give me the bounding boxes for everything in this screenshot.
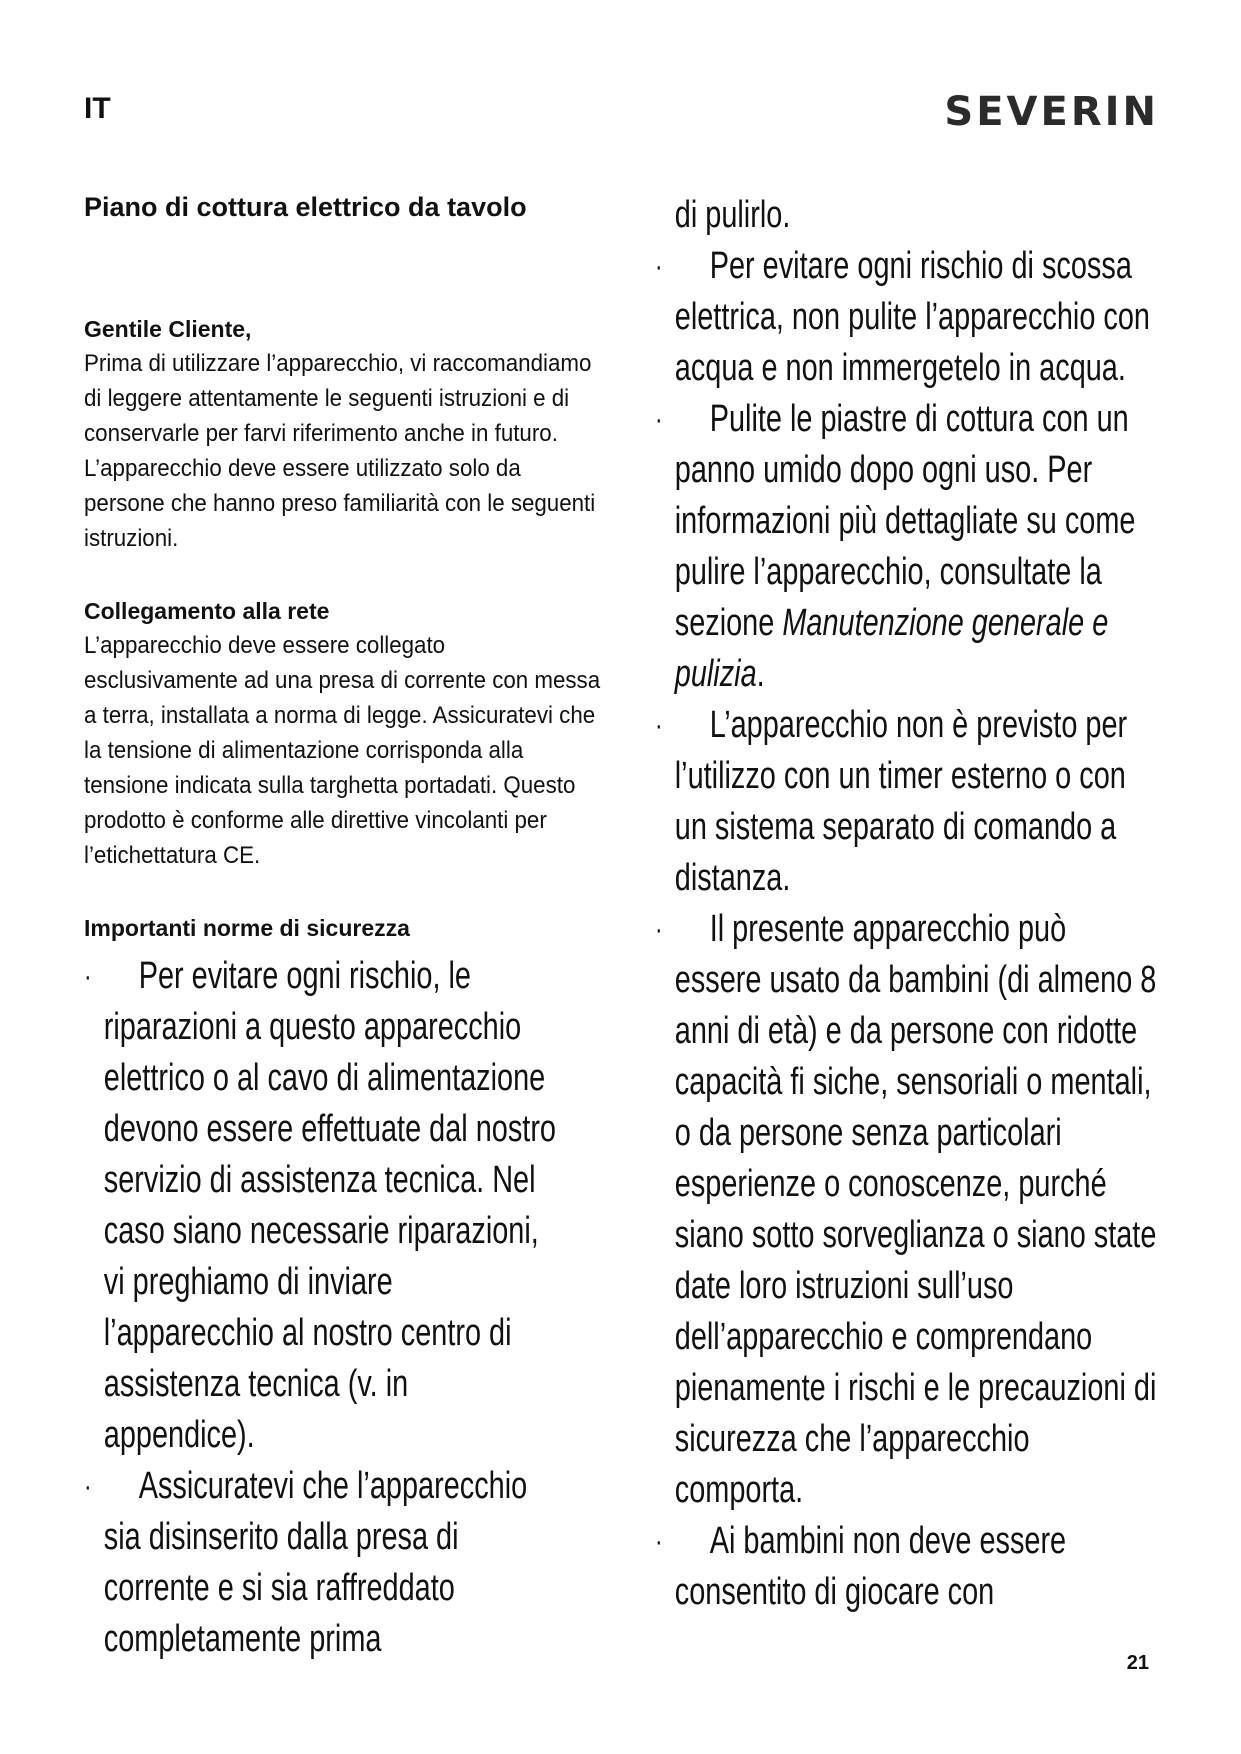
list-item-text: Assicuratevi che l’apparecchio sia disinserito dalla presa di corrente e si sia raffreddato completamente prima [103, 1465, 528, 1660]
list-item [655, 394, 1157, 700]
section-heading-safety: Importanti norme di sicurezza [84, 915, 410, 941]
section-heading-mains-connection: Collegamento alla rete [84, 598, 330, 624]
document-title: Piano di cottura elettrico da tavolo [84, 192, 527, 222]
list-continuation: di pulirlo. [674, 194, 791, 236]
bullet-icon: · [84, 1470, 92, 1503]
safety-list-left [84, 951, 566, 1665]
page-number: 21 [1126, 1652, 1149, 1674]
list-item-text: Ai bambini non deve essere consentito di giocare con [674, 1520, 1067, 1613]
list-item-text-end: . [756, 653, 765, 695]
section-heading-greeting: Gentile Cliente, [84, 316, 252, 342]
brand-logo: SEVERIN [944, 89, 1159, 135]
list-item [655, 241, 1157, 394]
section-reference-link: Manutenzione generale e pulizia [674, 602, 1109, 695]
list-item-text: Pulite le piastre di cottura con un panno umido dopo ogni uso. Per informazioni più dettagliate su come pulire l’apparecchio, consultate la sezione [674, 398, 1136, 644]
safety-list-right [655, 190, 1157, 1618]
bullet-icon: · [655, 250, 663, 283]
bullet-icon: · [655, 913, 663, 946]
left-column [84, 190, 644, 1665]
list-item-text: L’apparecchio non è previsto per l’utilizzo con un timer esterno o con un sistema separato di comando a distanza. [674, 704, 1128, 899]
language-code: IT [84, 92, 111, 125]
list-item [84, 951, 566, 1461]
list-item [655, 1516, 1157, 1618]
right-column [655, 190, 1175, 1618]
section-body-greeting: Prima di utilizzare l’apparecchio, vi raccomandiamo di leggere attentamente le seguenti istruzioni e di conservarle per farvi riferimento anche in futuro. L’apparecchio deve essere utilizzato solo da persone che hanno preso familiarità con le seguenti istruzioni. [84, 350, 596, 552]
bullet-icon: · [84, 960, 92, 993]
list-item-text: Per evitare ogni rischio, le riparazioni a questo apparecchio elettrico o al cavo di alimentazione devono essere effettuate dal nostro servizio di assistenza tecnica. Nel caso siano necessarie riparazioni, vi preghiamo di inviare l’apparecchio al nostro centro di assistenza tecnica (v. in appendice). [103, 955, 557, 1456]
list-item-text: Per evitare ogni rischio di scossa elettrica, non pulite l’apparecchio con acqua e non immergetelo in acqua. [674, 245, 1150, 389]
list-item-text: Il presente apparecchio può essere usato da bambini (di almeno 8 anni di età) e da persone con ridotte capacità fi siche, sensoriali o mentali, o da persone senza particolari esperienze o conoscenze, purché siano sotto sorveglianza o siano state date loro istruzioni sull’uso dell’apparecchio e comprendano pienamente i rischi e le precauzioni di sicurezza che l’apparecchio comporta. [674, 908, 1157, 1511]
list-item [655, 904, 1157, 1516]
bullet-icon: · [655, 1525, 663, 1558]
bullet-icon: · [655, 403, 663, 436]
list-item [84, 1461, 566, 1665]
list-item [655, 700, 1157, 904]
bullet-icon: · [655, 709, 663, 742]
section-body-mains-connection: L’apparecchio deve essere collegato esclusivamente ad una presa di corrente con messa a terra, installata a norma di legge. Assicuratevi che la tensione di alimentazione corrisponda alla tensione indicata sulla targhetta portadati. Questo prodotto è conforme alle direttive vincolanti per l’etichettatura CE. [84, 632, 601, 869]
